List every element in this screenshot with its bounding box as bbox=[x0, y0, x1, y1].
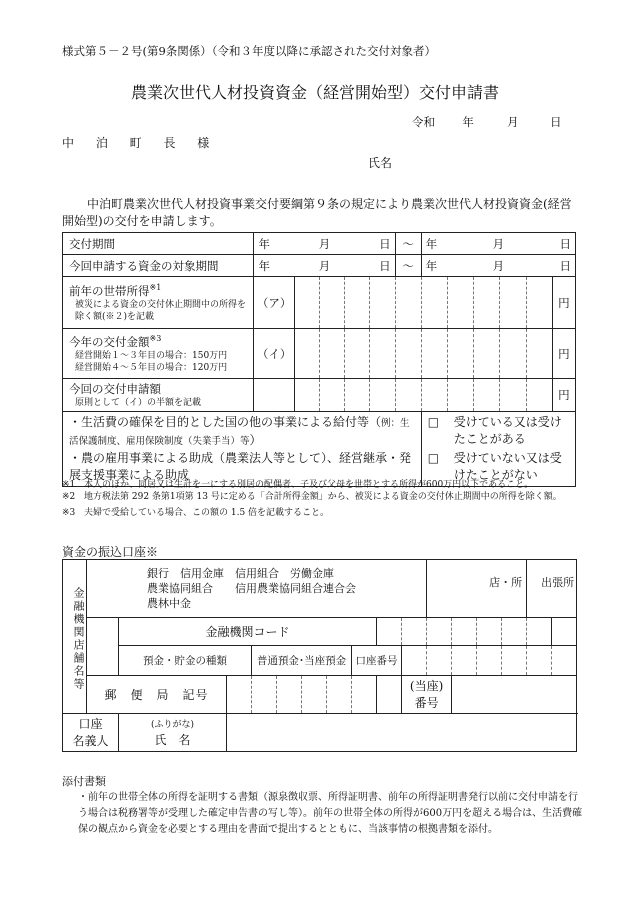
digit-cell[interactable] bbox=[319, 379, 344, 412]
digit-cell[interactable] bbox=[421, 329, 447, 379]
code-digit[interactable] bbox=[427, 618, 452, 646]
period-label: 交付期間 bbox=[63, 233, 254, 255]
digit-cell[interactable] bbox=[319, 329, 344, 379]
application-table bbox=[62, 232, 576, 487]
mark-i: （イ） bbox=[254, 329, 294, 379]
digit-cell[interactable] bbox=[474, 277, 500, 329]
digit-cell[interactable] bbox=[421, 379, 447, 412]
bank-section-heading: 資金の振込口座※ bbox=[62, 545, 159, 559]
postal-digit[interactable] bbox=[302, 676, 327, 714]
target-tilde: ～ bbox=[395, 255, 421, 277]
account-digit[interactable] bbox=[527, 646, 552, 676]
bank-account-table bbox=[62, 559, 577, 752]
this-year-row bbox=[63, 329, 576, 379]
footnote-2: ※2 地方税法第 292 条第1項第 13 号に定める「合計所得金額」から、被災による資金の交付休止期間中の所得を除く額。 bbox=[62, 492, 562, 502]
other-support-text: ・生活費の確保を目的とした国の他の事業による給付等（例：生活保護制度、雇用保険制度（失業手当）等） ・農の雇用事業による助成（農業法人等として）、経営継承・発展支援事業による助成 bbox=[63, 412, 422, 487]
digit-cell[interactable] bbox=[526, 329, 552, 379]
digit-cell[interactable] bbox=[345, 329, 370, 379]
digit-cell[interactable] bbox=[294, 379, 319, 412]
digit-cell[interactable] bbox=[395, 277, 421, 329]
form-number: 様式第５－２号(第9条関係）（令和３年度以降に承認された交付対象者） bbox=[62, 44, 437, 58]
code-digit[interactable] bbox=[552, 618, 577, 646]
bank-name-row bbox=[63, 560, 577, 618]
digit-cell[interactable] bbox=[294, 277, 319, 329]
postal-digit[interactable] bbox=[352, 676, 377, 714]
account-digit[interactable] bbox=[452, 646, 477, 676]
other-support-row bbox=[63, 412, 576, 487]
support-checkbox-cell: □ 受けている又は受けたことがある □ 受けていない又は受けたことがない bbox=[421, 412, 575, 487]
this-apply-label-cell: 今回の交付申請額 原則として（イ）の半額を記載 bbox=[63, 379, 254, 412]
period-row bbox=[63, 233, 576, 255]
account-number-label: 口座番号 bbox=[352, 646, 402, 676]
digit-cell[interactable] bbox=[526, 379, 552, 412]
digit-cell[interactable] bbox=[319, 277, 344, 329]
digit-cell[interactable] bbox=[474, 329, 500, 379]
document-title: 農業次世代人材投資資金（経営開始型）交付申請書 bbox=[130, 83, 499, 102]
account-digit[interactable] bbox=[477, 646, 502, 676]
digit-cell[interactable] bbox=[395, 379, 421, 412]
yen-unit: 円 bbox=[552, 277, 575, 329]
this-year-label-cell: 今年の交付金額$^{※3}$ 経営開始１～３年目の場合：150万円 経営開始４～５年目の場合：120万円 bbox=[63, 329, 254, 379]
digit-cell[interactable] bbox=[370, 329, 395, 379]
postal-number-field[interactable] bbox=[452, 676, 577, 714]
digit-cell[interactable] bbox=[526, 277, 552, 329]
footnotes bbox=[62, 479, 582, 519]
digit-cell[interactable] bbox=[447, 329, 473, 379]
holder-row bbox=[63, 714, 577, 752]
code-digit[interactable] bbox=[452, 618, 477, 646]
digit-cell[interactable] bbox=[447, 379, 473, 412]
date-era: 令和 bbox=[412, 115, 435, 129]
date-year: 年 bbox=[462, 115, 474, 129]
target-end-field[interactable]: 年 月 日 bbox=[421, 255, 575, 277]
postal-digit[interactable] bbox=[377, 676, 402, 714]
application-statement: 中泊町農業次世代人材投資事業交付要綱第９条の規定により農業次世代人材投資資金(経営開始型)の交付を申請します。 bbox=[62, 197, 572, 228]
date-day: 日 bbox=[549, 115, 562, 129]
postal-digit[interactable] bbox=[277, 676, 302, 714]
digit-cell[interactable] bbox=[370, 277, 395, 329]
period-tilde: ～ bbox=[395, 233, 421, 255]
addressee: 中 泊 町 長 様 bbox=[62, 136, 219, 150]
date-month: 月 bbox=[507, 115, 519, 129]
this-apply-row bbox=[63, 379, 576, 412]
digit-cell[interactable] bbox=[500, 277, 526, 329]
yen-unit: 円 bbox=[552, 329, 575, 379]
code-digit[interactable] bbox=[477, 618, 502, 646]
digit-cell[interactable] bbox=[345, 379, 370, 412]
branch-field[interactable]: 店・所 bbox=[427, 560, 527, 618]
mark-a: （ア） bbox=[254, 277, 294, 329]
postal-digit[interactable] bbox=[327, 676, 352, 714]
digit-cell[interactable] bbox=[447, 277, 473, 329]
yen-unit: 円 bbox=[552, 379, 575, 412]
account-digit[interactable] bbox=[427, 646, 452, 676]
attachments-heading: 添付書類 bbox=[62, 775, 106, 788]
account-digit[interactable] bbox=[402, 646, 427, 676]
holder-name-label: (ふりがな) 氏 名 bbox=[119, 714, 227, 752]
prev-income-row bbox=[63, 277, 576, 329]
attachments-text: ・前年の世帯全体の所得を証明する書類（源泉徴収票、所得証明書、前年の所得証明書発行以前に交付申請を行う場合は税務署等が受理した確定申告書の写し等）。前年の世帯全体の所得が600万円を超える場合は、生活費確保の観点から資金を必要とする理由を書面で提出するとともに、当該事情の根拠書類を添付。 bbox=[78, 792, 583, 835]
holder-label: 口座 名義人 bbox=[63, 714, 119, 752]
target-start-field[interactable]: 年 月 日 bbox=[254, 255, 395, 277]
sub-branch-field[interactable]: 出張所 bbox=[527, 560, 577, 618]
digit-cell[interactable] bbox=[500, 379, 526, 412]
period-start-field[interactable]: 年 月 日 bbox=[254, 233, 395, 255]
code-digit[interactable] bbox=[527, 618, 552, 646]
footnote-3: ※3 夫婦で受給している場合、この額の 1.5 倍を記載すること。 bbox=[62, 508, 330, 518]
date-line bbox=[412, 114, 561, 130]
applicant-name-label: 氏名 bbox=[368, 156, 393, 170]
received-checkbox[interactable]: □ bbox=[427, 415, 440, 429]
target-period-row bbox=[63, 255, 576, 277]
bank-vertical-label: 金融機関店舗名等 bbox=[63, 560, 87, 714]
deposit-type-label: 預金・貯金の種類 bbox=[119, 646, 252, 676]
digit-cell[interactable] bbox=[294, 329, 319, 379]
code-digit[interactable] bbox=[377, 618, 402, 646]
holder-name-field[interactable] bbox=[227, 714, 577, 752]
postal-row bbox=[63, 676, 577, 714]
digit-cell[interactable] bbox=[421, 277, 447, 329]
deposit-type-row bbox=[63, 646, 577, 676]
postal-digit[interactable] bbox=[227, 676, 252, 714]
bank-code-label: 金融機関コード bbox=[119, 618, 377, 646]
postal-number-label: (当座) 番号 bbox=[402, 676, 452, 714]
account-digit[interactable] bbox=[552, 646, 577, 676]
postal-digit[interactable] bbox=[252, 676, 277, 714]
period-end-field[interactable]: 年 月 日 bbox=[421, 233, 575, 255]
not-received-checkbox[interactable]: □ bbox=[427, 451, 440, 465]
code-digit[interactable] bbox=[402, 618, 427, 646]
code-digit[interactable] bbox=[502, 618, 527, 646]
postal-label: 郵 便 局 記号 bbox=[87, 676, 227, 714]
deposit-type-value[interactable]: 普通預金･当座預金 bbox=[252, 646, 352, 676]
digit-cell[interactable] bbox=[500, 329, 526, 379]
prev-income-label-cell: 前年の世帯所得$^{※1}$ 被災による資金の交付休止期間中の所得を除く額(※２)を記載 bbox=[63, 277, 254, 329]
blank-cell bbox=[254, 379, 294, 412]
digit-cell[interactable] bbox=[474, 379, 500, 412]
account-digit[interactable] bbox=[502, 646, 527, 676]
digit-cell[interactable] bbox=[370, 379, 395, 412]
digit-cell[interactable] bbox=[345, 277, 370, 329]
footnote-1: ※1 本人のほか、同居又は生計を一にする別居の配偶者、子及び父母を世帯とする所得が600万円以下であること。 bbox=[62, 480, 534, 490]
target-period-label: 今回申請する資金の対象期間 bbox=[63, 255, 254, 277]
bank-types-cell[interactable]: 銀行 信用金庫 信用組合 労働金庫 農業協同組合 信用農業協同組合連合会 農林中金 bbox=[87, 560, 427, 618]
digit-cell[interactable] bbox=[395, 329, 421, 379]
bank-code-row bbox=[63, 618, 577, 646]
